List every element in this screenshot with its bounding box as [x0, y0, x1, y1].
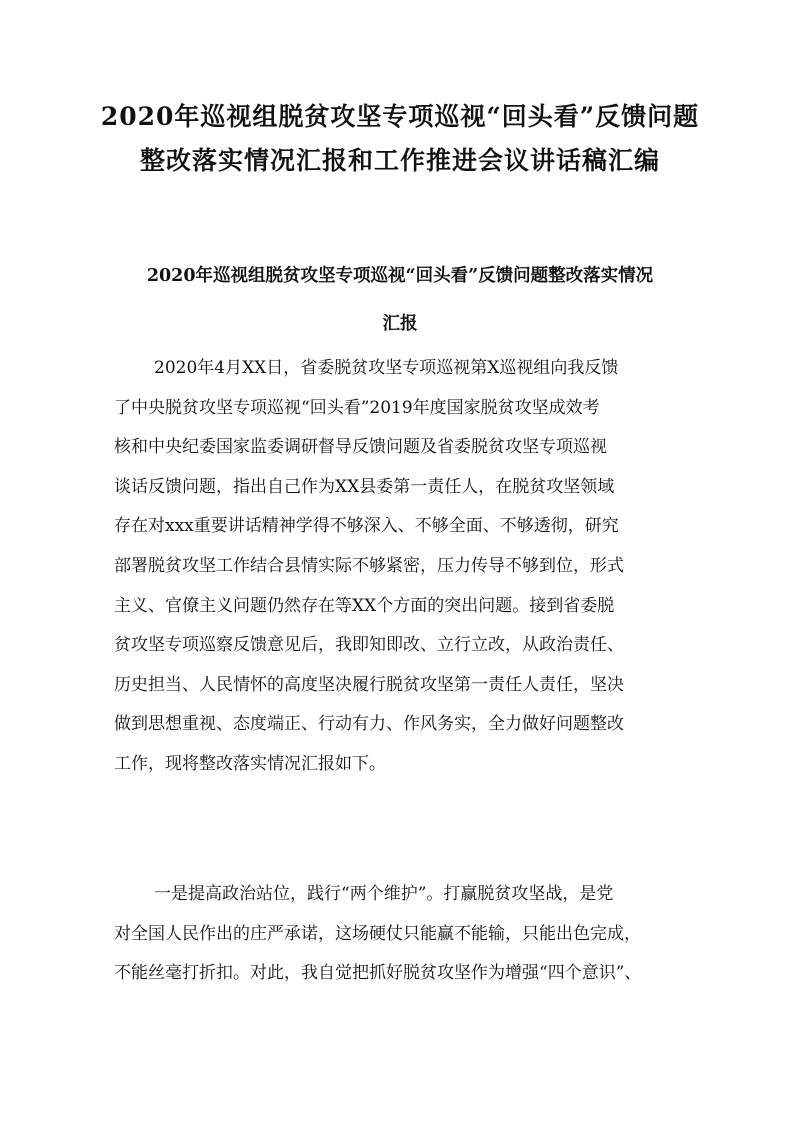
paragraph-line: 部署脱贫攻坚工作结合县情实际不够紧密，压力传导不够到位，形式: [114, 555, 624, 576]
paragraph-line: 贫攻坚专项巡察反馈意见后，我即知即改、立行立改，从政治责任、: [114, 635, 624, 656]
document-title-line-1: 2020年巡视组脱贫攻坚专项巡视“回头看”反馈问题: [100, 102, 700, 131]
paragraph-line: 核和中央纪委国家监委调研督导反馈问题及省委脱贫攻坚专项巡视: [114, 437, 607, 458]
paragraph-point-one: [114, 875, 704, 994]
paragraph-line: 一是提高政治站位，践行“两个维护”。打赢脱贫攻坚战，是党: [154, 884, 614, 904]
section-title-line-2: 汇报: [382, 314, 418, 334]
paragraph-line: 做到思想重视、态度端正、行动有力、作风务实，全力做好问题整改: [114, 714, 624, 735]
document-title: [100, 95, 700, 183]
section-title-line-1: 2020年巡视组脱贫攻坚专项巡视“回头看”反馈问题整改落实情况: [146, 266, 654, 286]
paragraph-line: 工作，现将整改落实情况汇报如下。: [114, 753, 386, 774]
paragraph-intro: [114, 349, 704, 785]
paragraph-line: 存在对xxx重要讲话精神学得不够深入、不够全面、不够透彻，研究: [114, 516, 619, 537]
paragraph-line: 2020年4月XX日，省委脱贫攻坚专项巡视第X巡视组向我反馈: [154, 358, 619, 378]
paragraph-line: 主义、官僚主义问题仍然存在等XX个方面的突出问题。接到省委脱: [114, 595, 615, 616]
paragraph-line: 了中央脱贫攻坚专项巡视“回头看”2019年度国家脱贫攻坚成效考: [114, 397, 600, 418]
document-title-line-2: 整改落实情况汇报和工作推进会议讲话稿汇编: [139, 146, 660, 175]
paragraph-line: 对全国人民作出的庄严承诺，这场硬仗只能赢不能输，只能出色完成，: [114, 923, 641, 944]
paragraph-line: 历史担当、人民情怀的高度坚决履行脱贫攻坚第一责任人责任，坚决: [114, 674, 624, 695]
section-title: [100, 252, 700, 348]
paragraph-line: 谈话反馈问题，指出自己作为XX县委第一责任人，在脱贫攻坚领域: [114, 476, 615, 497]
paragraph-line: 不能丝毫打折扣。对此，我自觉把抓好脱贫攻坚作为增强“四个意识”、: [114, 963, 642, 984]
